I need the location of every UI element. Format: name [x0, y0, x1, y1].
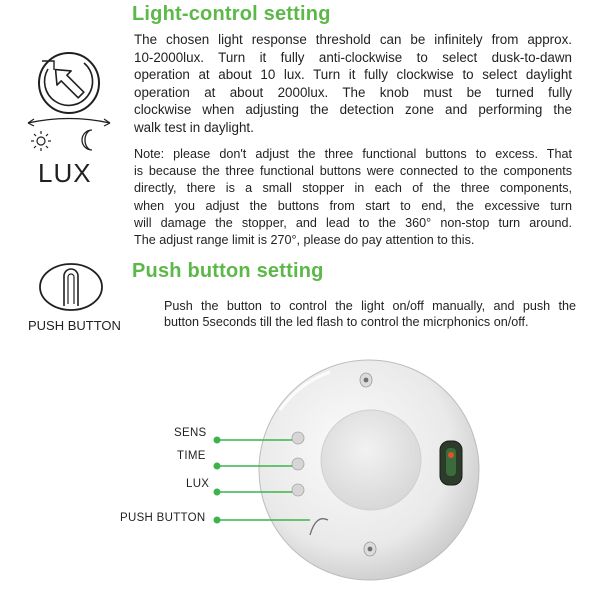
- light-control-paragraph: [134, 31, 572, 137]
- sens-knob[interactable]: [292, 432, 304, 444]
- note-line: is because the three functional buttons were connected to the components: [134, 164, 572, 179]
- lux-diagram-label: LUX: [186, 478, 210, 490]
- note-line: Note: please don't adjust the three functional buttons to excess. That: [134, 147, 572, 161]
- lux-label: LUX: [38, 158, 92, 188]
- note-line: directly, there is a small stopper in each of the three components,: [134, 181, 572, 196]
- push-button-heading: Push button setting: [132, 260, 324, 282]
- note-line: will damage the stopper, and lead to the 360° non-stop turn around.: [134, 215, 572, 230]
- screw-hole-bottom: [364, 542, 376, 556]
- paragraph-line: The chosen light response threshold can be infinitely from approx.: [134, 32, 572, 47]
- sens-label: SENS: [174, 427, 207, 439]
- push-button-label: PUSH BUTTON: [28, 318, 121, 333]
- time-label: TIME: [177, 450, 206, 462]
- note-line: The adjust range limit is 270°, please do pay attention to this.: [134, 233, 475, 248]
- paragraph-line: button 5seconds till the led flash to control the micrphonics on/off.: [164, 315, 529, 329]
- push-button-paragraph: [164, 298, 576, 330]
- sensor-lens: [321, 410, 421, 510]
- paragraph-line: walk test in daylight.: [134, 119, 254, 135]
- screw-hole-top: [360, 373, 372, 387]
- paragraph-line: Push the button to control the light on/off manually, and push the: [164, 299, 576, 313]
- sun-icon: [30, 130, 52, 152]
- paragraph-line: 10-2000lux. Turn it fully anti-clockwise to select dusk-to-dawn: [134, 49, 572, 65]
- paragraph-line: clockwise when adjusting the detection zone and performing the: [134, 102, 572, 118]
- led-window: [440, 441, 462, 485]
- lux-knob[interactable]: [292, 484, 304, 496]
- moon-icon: [80, 128, 98, 152]
- time-knob[interactable]: [292, 458, 304, 470]
- light-control-heading: Light-control setting: [132, 3, 331, 25]
- push-button-icon: [38, 262, 104, 312]
- note-paragraph: [134, 146, 572, 249]
- paragraph-line: operation at about 10 lux. Turn it fully clockwise to select daylight: [134, 67, 572, 83]
- push-button-diagram-label: PUSH BUTTON: [120, 512, 206, 524]
- note-line: when you adjust the buttons from start to end, the excessive turn: [134, 198, 572, 213]
- paragraph-line: operation at about 2000lux. The knob must be turned fully: [134, 84, 572, 100]
